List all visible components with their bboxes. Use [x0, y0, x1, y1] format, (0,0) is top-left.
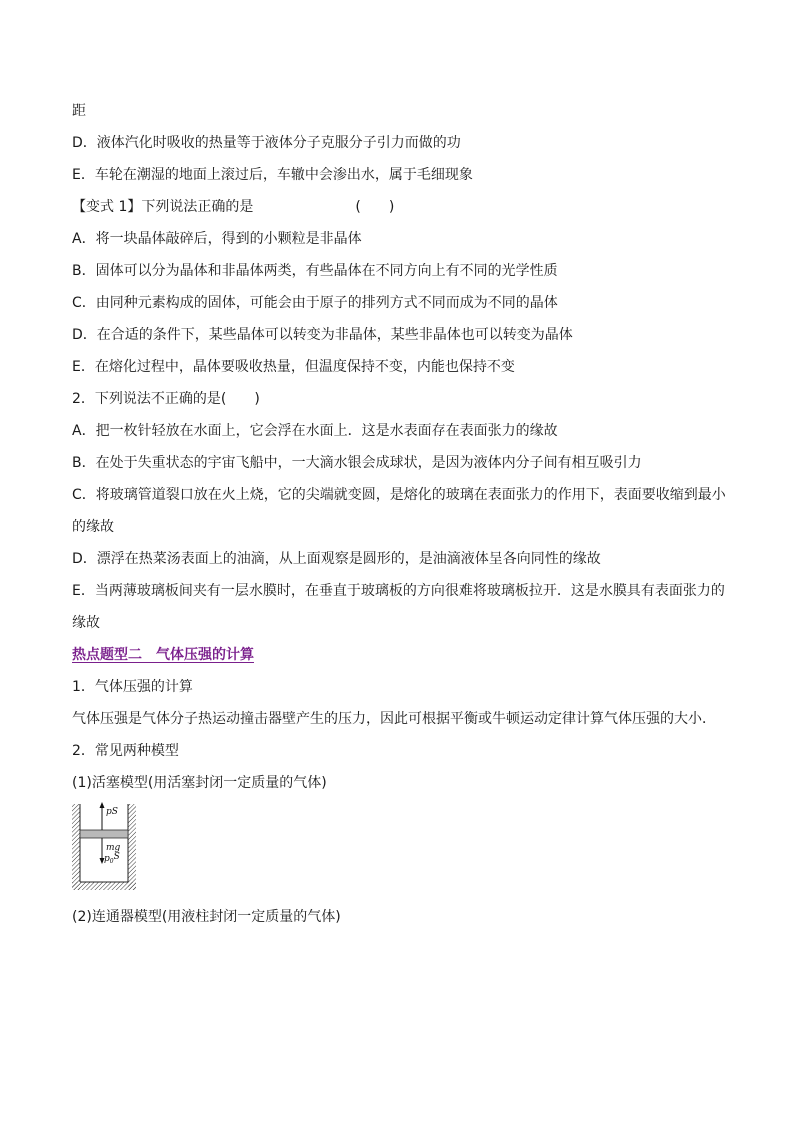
text-line-1: 距 [72, 103, 86, 119]
q2-option-c-cont: 的缘故 [72, 519, 114, 535]
q2-option-b: B．在处于失重状态的宇宙飞船中，一大滴水银会成球状，是因为液体内分子间有相互吸引力 [72, 455, 642, 471]
label-p0: $p_0S$ [104, 852, 120, 865]
q2-option-a: A．把一枚针轻放在水面上，它会浮在水面上．这是水表面存在表面张力的缘故 [72, 423, 558, 439]
piston [80, 830, 128, 838]
q2-option-e: E．当两薄玻璃板间夹有一层水膜时，在垂直于玻璃板的方向很难将玻璃板拉开．这是水膜具有表面张力的 [72, 583, 725, 599]
question-2: 2．下列说法不正确的是( ) [72, 391, 260, 407]
text-line-22: (1)活塞模型(用活塞封闭一定质量的气体) [72, 775, 327, 791]
text-line-3: E．车轮在潮湿的地面上滚过后，车辙中会渗出水，属于毛细现象 [72, 167, 473, 183]
variant-1-stem: 【变式 1】下列说法正确的是 [72, 199, 254, 215]
label-ps: pS [106, 807, 118, 817]
text-line-2: D．液体汽化时吸收的热量等于液体分子克服分子引力而做的功 [72, 135, 461, 151]
text-line-21: 2．常见两种模型 [72, 743, 179, 759]
text-line-23: (2)连通器模型(用液柱封闭一定质量的气体) [72, 909, 341, 925]
text-line-20: 气体压强是气体分子热运动撞击器壁产生的压力，因此可根据平衡或牛顿运动定律计算气体压强的大小． [72, 711, 716, 727]
section-heading: 热点题型二 气体压强的计算 [72, 647, 254, 663]
option-d: D．在合适的条件下，某些晶体可以转变为非晶体，某些非晶体也可以转变为晶体 [72, 327, 573, 343]
label-mg: mg [106, 843, 121, 853]
option-a: A．将一块晶体敲碎后，得到的小颗粒是非晶体 [72, 231, 362, 247]
option-b: B．固体可以分为晶体和非晶体两类，有些晶体在不同方向上有不同的光学性质 [72, 263, 558, 279]
bottom-wall [72, 882, 136, 890]
answer-blank: ( ) [355, 199, 395, 215]
variant-1-question [72, 197, 394, 217]
q2-option-d: D．漂浮在热菜汤表面上的油滴，从上面观察是圆形的，是油滴液体呈各向同性的缘故 [72, 551, 601, 567]
option-c: C．由同种元素构成的固体，可能会由于原子的排列方式不同而成为不同的晶体 [72, 295, 558, 311]
q2-option-e-cont: 缘故 [72, 615, 100, 631]
left-wall [72, 804, 80, 890]
text-line-19: 1．气体压强的计算 [72, 679, 193, 695]
q2-option-c: C．将玻璃管道裂口放在火上烧，它的尖端就变圆，是熔化的玻璃在表面张力的作用下，表面要收缩到最小 [72, 487, 726, 503]
piston-model-figure [70, 800, 140, 892]
option-e: E．在熔化过程中，晶体要吸收热量，但温度保持不变，内能也保持不变 [72, 359, 515, 375]
right-wall [128, 804, 136, 890]
